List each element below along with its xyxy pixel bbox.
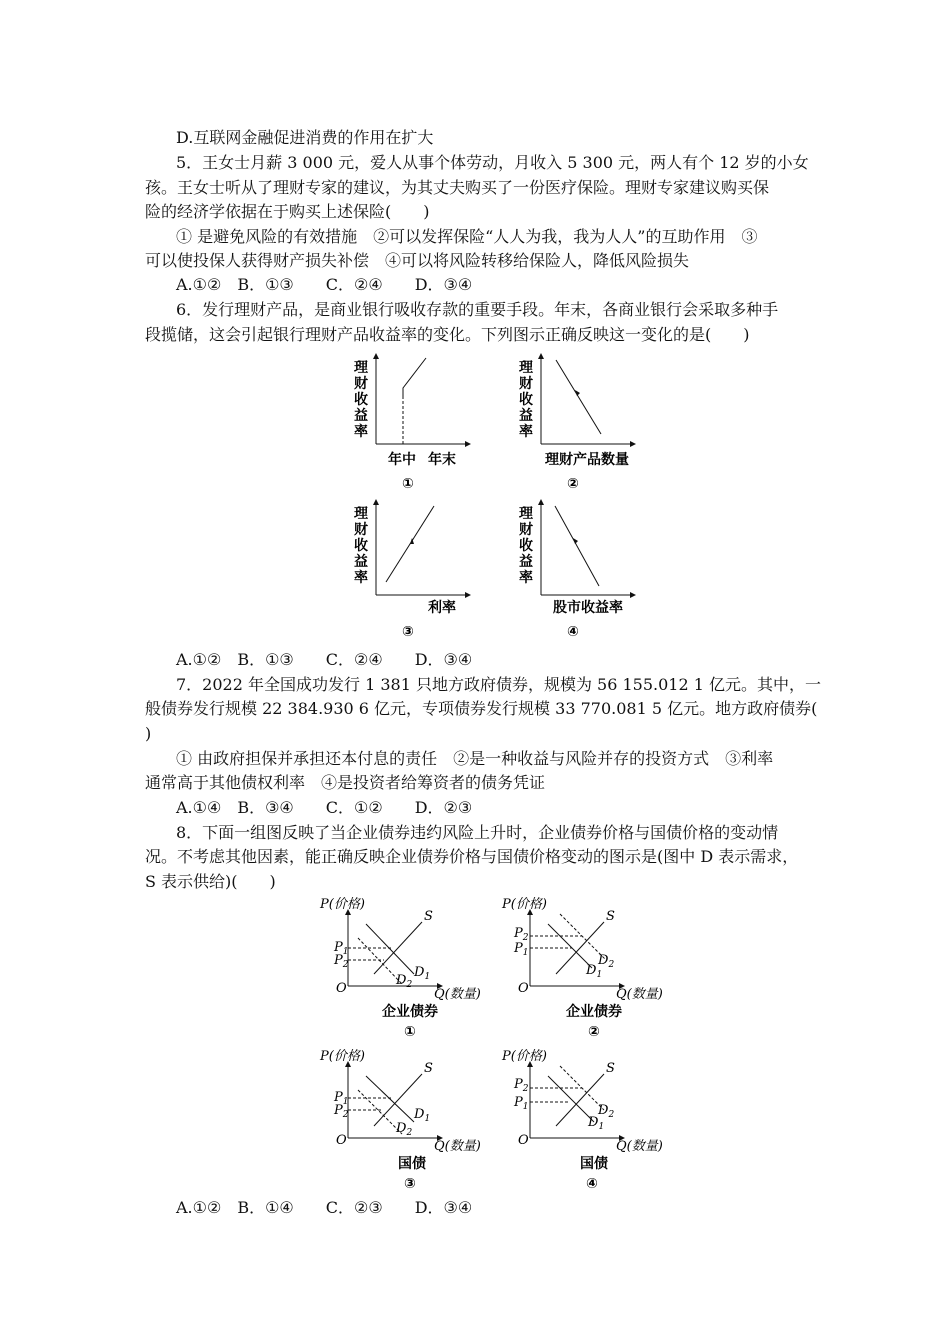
q6-stem-line-1: 6．发行理财产品，是商业银行吸收存款的重要手段。年末，各商业银行会采取多种手 — [176, 300, 779, 319]
x-label: 理财产品数量 — [545, 452, 629, 468]
q8-figure-4 — [500, 1046, 675, 1194]
q8-figure-1 — [318, 894, 493, 1042]
q8-stem-line-3: S 表示供给)( ) — [145, 872, 276, 891]
demand-label: $D_1$ — [414, 965, 431, 982]
demand-label: $D_2$ — [396, 973, 413, 990]
figure-number: ① — [404, 1024, 416, 1040]
price-label: $P_1$ — [514, 941, 529, 958]
axis-q-label: Q(数量) — [616, 987, 663, 1002]
x-label-end: 年末 — [428, 452, 456, 468]
figure-number: ③ — [402, 624, 414, 640]
q5-stem-line-1: 5．王女士月薪 3 000 元，爱人从事个体劳动，月收入 5 300 元，两人有个 12 岁的小女 — [176, 153, 809, 172]
price-label: $P_2$ — [514, 1077, 529, 1094]
y-label-char: 率 — [519, 424, 533, 440]
y-label-char: 益 — [354, 554, 368, 570]
x-label: 股市收益率 — [553, 600, 623, 616]
q7-stem-line-1: 7．2022 年全国成功发行 1 381 只地方政府债券，规模为 56 155.012 1 亿元。其中，一 — [176, 675, 822, 694]
q5-stem-line-2: 孩。王女士听从了理财专家的建议，为其丈夫购买了一份医疗保险。理财专家建议购买保 — [145, 178, 770, 197]
q8-figure-3 — [318, 1046, 493, 1194]
price-label: $P_1$ — [514, 1095, 529, 1112]
y-label-char: 益 — [519, 554, 533, 570]
supply-label: S — [424, 1061, 433, 1076]
y-label-char: 收 — [519, 392, 533, 408]
q7-items-line-1: ① 由政府担保并承担还本付息的责任 ②是一种收益与风险并存的投资方式 ③利率 — [176, 749, 774, 768]
y-label-char: 财 — [354, 522, 368, 538]
figure-number: ② — [567, 476, 579, 492]
q4-option-d: D.互联网金融促进消费的作用在扩大 — [176, 128, 434, 147]
figure-number: ② — [588, 1024, 600, 1040]
q6-figure-2 — [515, 352, 640, 495]
supply-label: S — [606, 909, 615, 924]
x-label-mid: 年中 — [388, 452, 416, 468]
price-label: $P_1$ — [334, 940, 349, 957]
q8-figure-2 — [500, 894, 675, 1042]
figure-number: ④ — [567, 624, 579, 640]
caption: 国债 — [580, 1156, 608, 1172]
axis-q-label: Q(数量) — [434, 1139, 481, 1154]
q8-options: A.①② B．①④ C．②③ D．③④ — [176, 1198, 473, 1217]
demand-label: $D_2$ — [598, 953, 615, 970]
axis-p-label: P(价格) — [502, 1049, 547, 1064]
q7-items-line-2: 通常高于其他债权利率 ④是投资者给筹资者的债务凭证 — [145, 773, 546, 792]
origin-label: O — [518, 981, 529, 996]
caption: 企业债券 — [566, 1004, 622, 1020]
demand-label: $D_1$ — [588, 1115, 605, 1132]
y-label-char: 收 — [354, 392, 368, 408]
y-label-char: 收 — [354, 538, 368, 554]
axis-p-label: P(价格) — [320, 897, 365, 912]
price-label: $P_2$ — [334, 953, 349, 970]
q6-figure-3 — [350, 498, 475, 641]
y-label-char: 财 — [354, 376, 368, 392]
origin-label: O — [336, 1133, 347, 1148]
axis-p-label: P(价格) — [502, 897, 547, 912]
figure-number: ① — [402, 476, 414, 492]
q5-stem-line-3: 险的经济学依据在于购买上述保险( ) — [145, 202, 430, 221]
supply-label: S — [424, 909, 433, 924]
q5-items-line-1: ① 是避免风险的有效措施 ②可以发挥保险“人人为我，我为人人”的互助作用 ③ — [176, 227, 758, 246]
caption: 国债 — [398, 1156, 426, 1172]
price-label: $P_2$ — [514, 926, 529, 943]
y-label-char: 率 — [354, 424, 368, 440]
q7-stem-line-3: ) — [145, 724, 152, 743]
y-label-char: 益 — [519, 408, 533, 424]
q7-stem-line-2: 般债券发行规模 22 384.930 6 亿元，专项债券发行规模 33 770.081 5 亿元。地方政府债券( — [145, 699, 818, 718]
axis-q-label: Q(数量) — [616, 1139, 663, 1154]
caption: 企业债券 — [382, 1004, 438, 1020]
demand-label: $D_1$ — [586, 963, 603, 980]
origin-label: O — [336, 981, 347, 996]
y-label-char: 益 — [354, 408, 368, 424]
q5-items-line-2: 可以使投保人获得财产损失补偿 ④可以将风险转移给保险人，降低风险损失 — [145, 251, 690, 270]
demand-label: $D_1$ — [414, 1107, 431, 1124]
y-label-char: 收 — [519, 538, 533, 554]
demand-label: $D_2$ — [598, 1103, 615, 1120]
x-label: 利率 — [428, 600, 456, 616]
y-label-char: 率 — [519, 570, 533, 586]
q6-options: A.①② B．①③ C．②④ D．③④ — [176, 650, 473, 669]
axis-p-label: P(价格) — [320, 1049, 365, 1064]
y-label-char: 理 — [519, 360, 533, 376]
q6-figure-1 — [350, 352, 475, 495]
q6-stem-line-2: 段揽储，这会引起银行理财产品收益率的变化。下列图示正确反映这一变化的是( ) — [145, 325, 750, 344]
supply-label: S — [606, 1061, 615, 1076]
origin-label: O — [518, 1133, 529, 1148]
q8-stem-line-1: 8．下面一组图反映了当企业债券违约风险上升时，企业债券价格与国债价格的变动情 — [176, 823, 779, 842]
y-label-char: 理 — [354, 506, 368, 522]
q5-options: A.①② B．①③ C．②④ D．③④ — [176, 275, 473, 294]
price-label: $P_1$ — [334, 1090, 349, 1107]
figure-number: ③ — [404, 1176, 416, 1192]
q6-figure-4 — [515, 498, 640, 641]
y-label-char: 财 — [519, 522, 533, 538]
y-label-char: 率 — [354, 570, 368, 586]
axis-q-label: Q(数量) — [434, 987, 481, 1002]
demand-label: $D_2$ — [396, 1121, 413, 1138]
q8-stem-line-2: 况。不考虑其他因素，能正确反映企业债券价格与国债价格变动的图示是(图中 D 表示需求， — [145, 847, 799, 866]
q7-options: A.①④ B．③④ C．①② D．②③ — [176, 798, 473, 817]
price-label: $P_2$ — [334, 1103, 349, 1120]
y-label-char: 理 — [354, 360, 368, 376]
figure-number: ④ — [586, 1176, 598, 1192]
y-label-char: 理 — [519, 506, 533, 522]
y-label-char: 财 — [519, 376, 533, 392]
